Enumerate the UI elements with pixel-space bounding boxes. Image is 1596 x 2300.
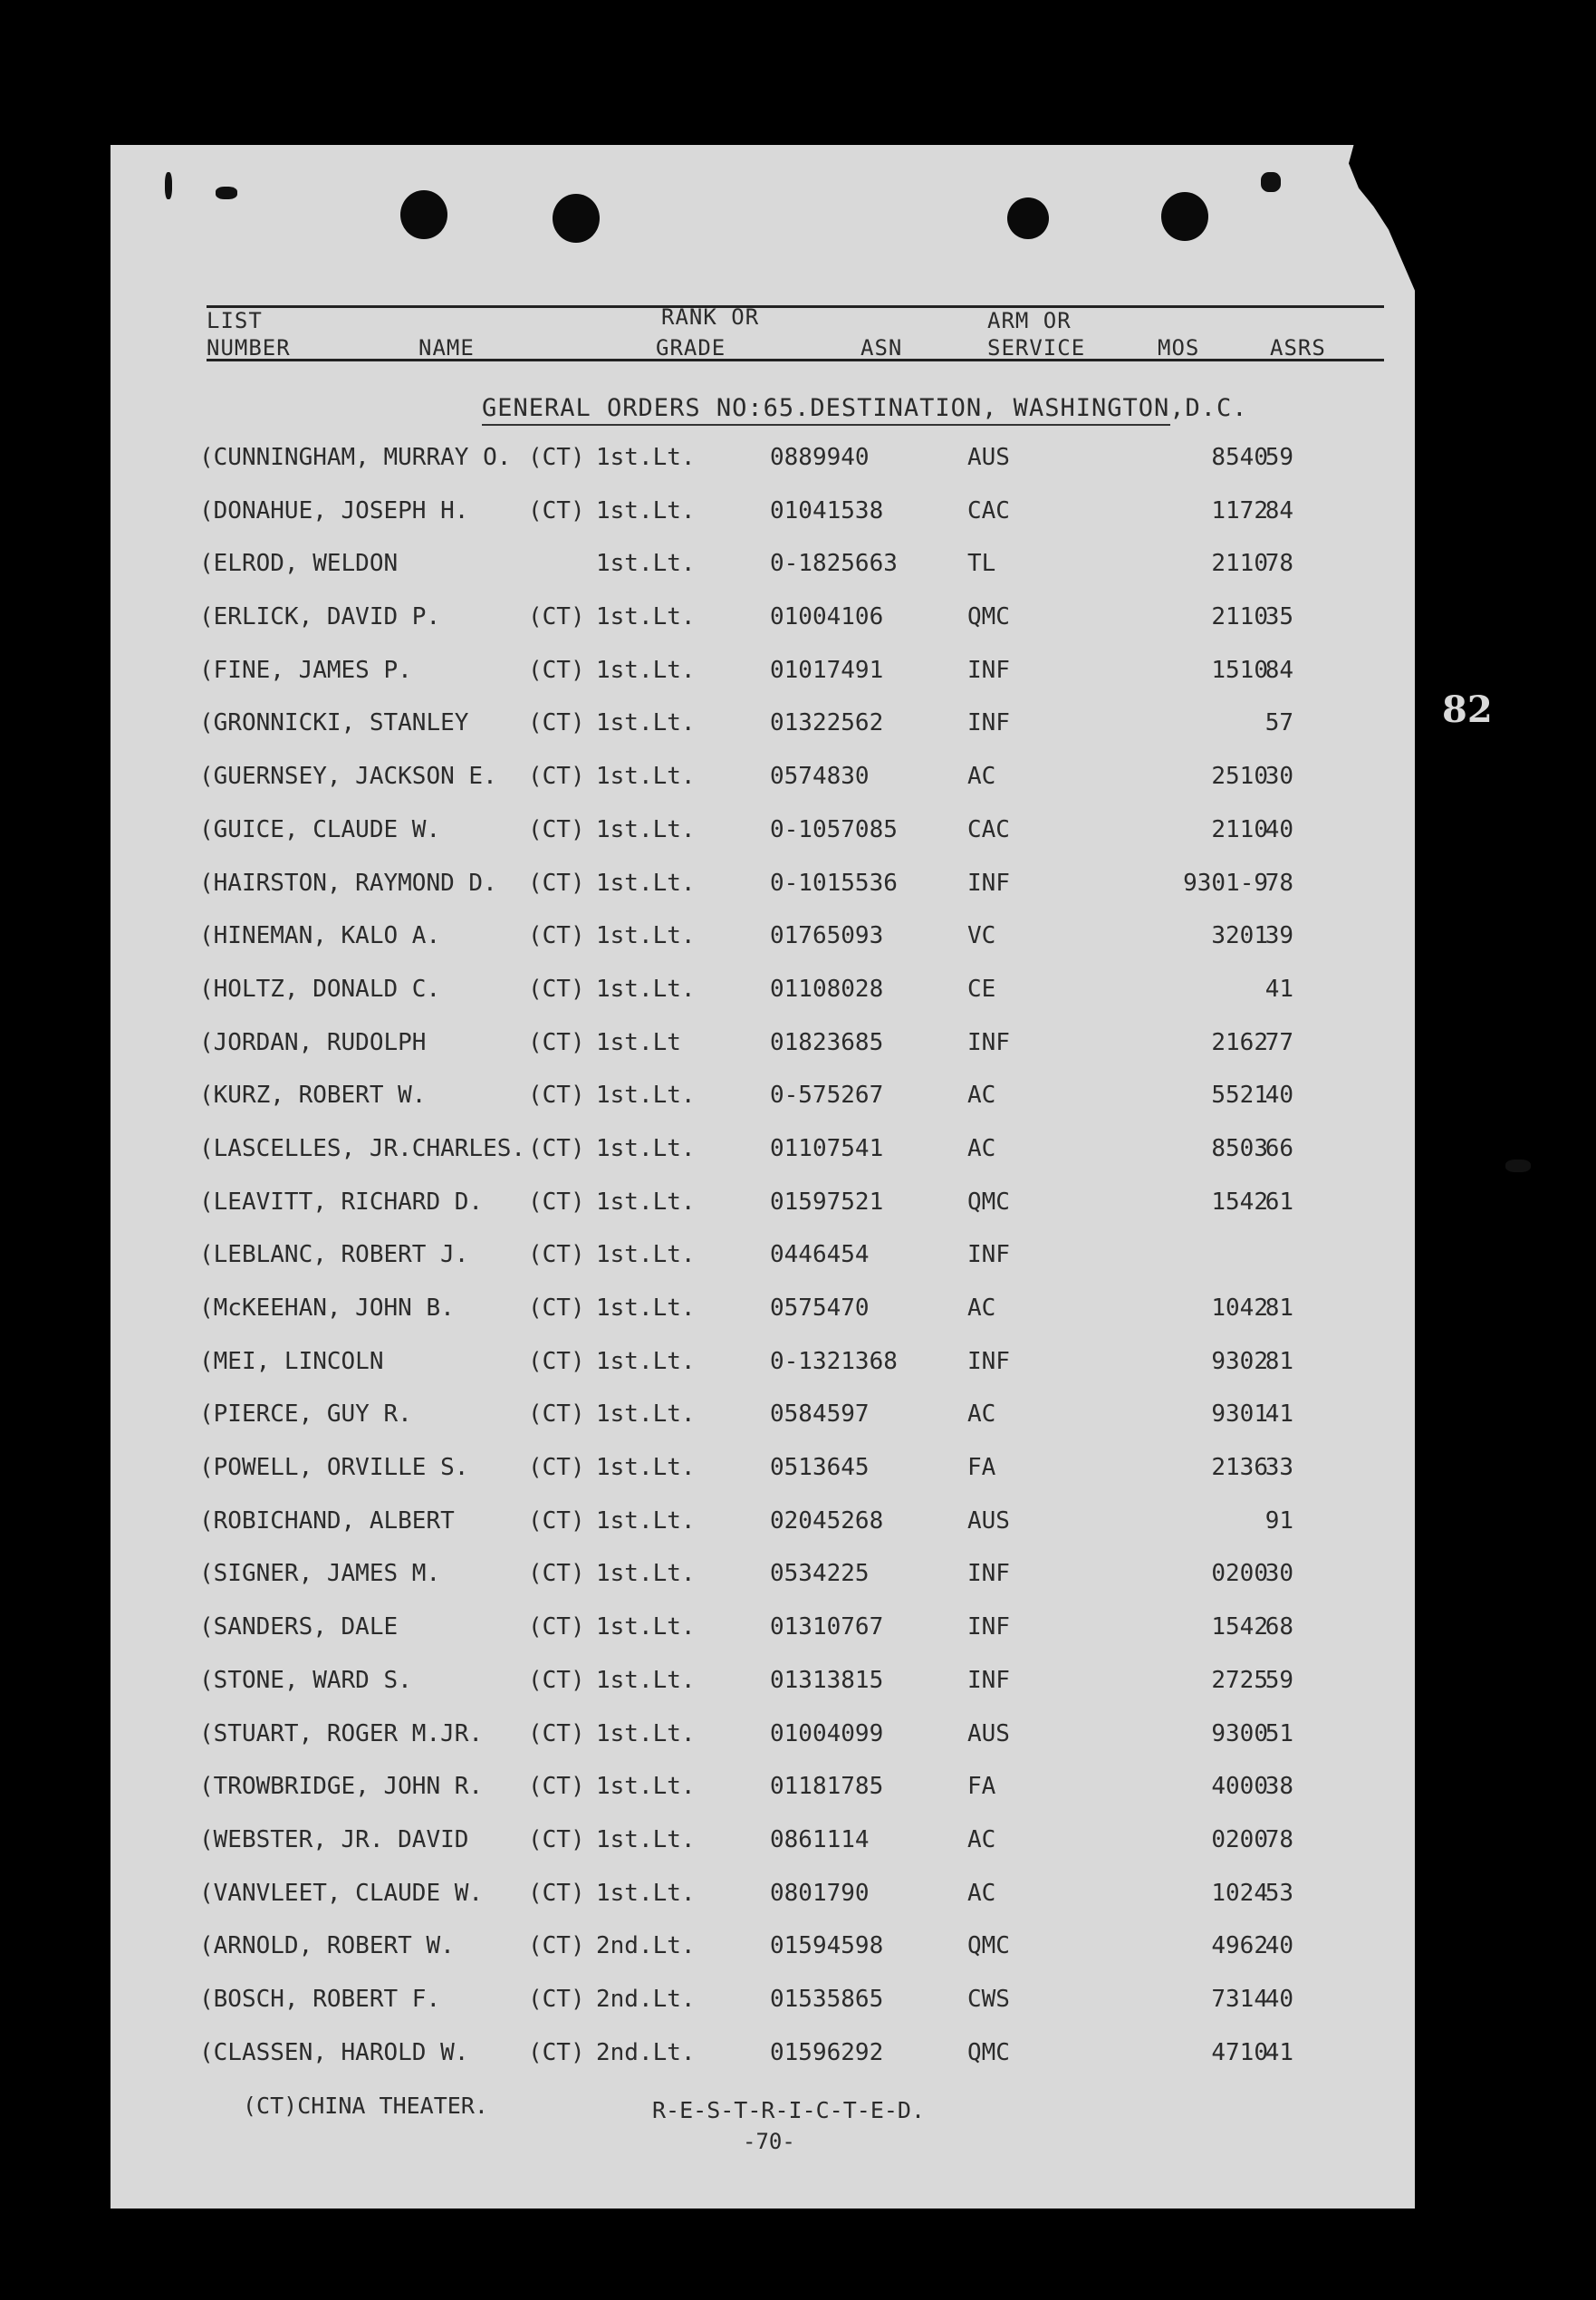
cell-name: (VANVLEET, CLAUDE W. bbox=[199, 1879, 484, 1907]
cell-arm: AC bbox=[967, 1825, 996, 1853]
cell-asn: 0-1057085 bbox=[770, 815, 898, 843]
cell-arm: QMC bbox=[967, 1932, 1010, 1960]
cell-rank: 1st.Lt. bbox=[596, 1666, 696, 1694]
cell-asrs: 66 bbox=[1264, 1134, 1293, 1162]
cell-name: (SIGNER, JAMES M. bbox=[199, 1560, 441, 1588]
torn-corner bbox=[1319, 145, 1418, 299]
cell-asn: 01597521 bbox=[770, 1188, 884, 1216]
cell-arm: INF bbox=[967, 656, 1010, 684]
cell-arm: AC bbox=[967, 1879, 996, 1907]
cell-arm: AC bbox=[967, 1134, 996, 1162]
cell-asn: 01004106 bbox=[770, 603, 884, 631]
table-row bbox=[0, 1390, 1596, 1443]
cell-ct: (CT) bbox=[528, 2038, 585, 2066]
cell-arm: VC bbox=[967, 922, 996, 950]
cell-arm: FA bbox=[967, 1773, 996, 1801]
cell-rank: 1st.Lt. bbox=[596, 1613, 696, 1641]
cell-rank: 1st.Lt bbox=[596, 1028, 681, 1056]
punch-hole bbox=[1007, 197, 1049, 239]
cell-asrs: 84 bbox=[1264, 656, 1293, 684]
cell-asrs: 41 bbox=[1264, 2038, 1293, 2066]
cell-asn: 02045268 bbox=[770, 1506, 884, 1535]
cell-asrs: 81 bbox=[1264, 1347, 1293, 1375]
cell-asrs: 40 bbox=[1264, 1932, 1293, 1960]
cell-ct: (CT) bbox=[528, 1400, 585, 1429]
cell-arm: CWS bbox=[967, 1985, 1010, 2013]
page-number: -70- bbox=[743, 2129, 795, 2154]
cell-asrs: 35 bbox=[1264, 603, 1293, 631]
classification-marking: R-E-S-T-R-I-C-T-E-D. bbox=[652, 2097, 926, 2123]
cell-arm: TL bbox=[967, 550, 996, 578]
cell-ct: (CT) bbox=[528, 922, 585, 950]
cell-arm: INF bbox=[967, 1666, 1010, 1694]
cell-rank: 1st.Lt. bbox=[596, 1825, 696, 1853]
table-row bbox=[0, 539, 1596, 592]
cell-name: (DONAHUE, JOSEPH H. bbox=[199, 496, 469, 524]
cell-name: (TROWBRIDGE, JOHN R. bbox=[199, 1773, 484, 1801]
cell-asn: 01041538 bbox=[770, 496, 884, 524]
cell-rank: 1st.Lt. bbox=[596, 763, 696, 791]
cell-rank: 1st.Lt. bbox=[596, 1879, 696, 1907]
punch-hole bbox=[1161, 192, 1208, 241]
cell-rank: 1st.Lt. bbox=[596, 603, 696, 631]
cell-asn: 0513645 bbox=[770, 1454, 870, 1482]
cell-mos: 0200 bbox=[1211, 1825, 1268, 1853]
cell-name: (SANDERS, DALE bbox=[199, 1613, 399, 1641]
cell-ct: (CT) bbox=[528, 1028, 585, 1056]
cell-ct: (CT) bbox=[528, 975, 585, 1003]
cell-asn: 01313815 bbox=[770, 1666, 884, 1694]
footer-legend: (CT)CHINA THEATER. bbox=[243, 2093, 488, 2119]
cell-asn: 0-1825663 bbox=[770, 550, 898, 578]
cell-mos: 1542 bbox=[1211, 1188, 1268, 1216]
cell-asn: 01108028 bbox=[770, 975, 884, 1003]
cell-asrs: 39 bbox=[1264, 922, 1293, 950]
cell-mos: 1024 bbox=[1211, 1879, 1268, 1907]
table-row bbox=[0, 965, 1596, 1018]
cell-asrs: 68 bbox=[1264, 1613, 1293, 1641]
cell-asn: 01765093 bbox=[770, 922, 884, 950]
cell-mos: 2510 bbox=[1211, 763, 1268, 791]
cell-asn: 01596292 bbox=[770, 2038, 884, 2066]
cell-arm: CAC bbox=[967, 496, 1010, 524]
cell-name: (WEBSTER, JR. DAVID bbox=[199, 1825, 469, 1853]
cell-ct: (CT) bbox=[528, 763, 585, 791]
cell-ct: (CT) bbox=[528, 815, 585, 843]
table-row bbox=[0, 433, 1596, 486]
cell-ct: (CT) bbox=[528, 1134, 585, 1162]
table-row bbox=[0, 1815, 1596, 1869]
cell-name: (LEBLANC, ROBERT J. bbox=[199, 1241, 469, 1269]
cell-asrs: 41 bbox=[1264, 1400, 1293, 1429]
cell-mos: 5521 bbox=[1211, 1082, 1268, 1110]
table-row bbox=[0, 1921, 1596, 1975]
cell-mos: 8503 bbox=[1211, 1134, 1268, 1162]
cell-name: (HAIRSTON, RAYMOND D. bbox=[199, 869, 497, 897]
cell-arm: INF bbox=[967, 1241, 1010, 1269]
cell-asrs: 40 bbox=[1264, 1985, 1293, 2013]
cell-asn: 01004099 bbox=[770, 1719, 884, 1747]
cell-name: (POWELL, ORVILLE S. bbox=[199, 1454, 469, 1482]
cell-asn: 01535865 bbox=[770, 1985, 884, 2013]
cell-mos: 1542 bbox=[1211, 1613, 1268, 1641]
header-arm-bottom: SERVICE bbox=[987, 335, 1086, 361]
table-row bbox=[0, 1018, 1596, 1072]
cell-asrs: 40 bbox=[1264, 1082, 1293, 1110]
header-asrs: ASRS bbox=[1270, 335, 1326, 361]
cell-ct: (CT) bbox=[528, 1560, 585, 1588]
cell-asn: 0801790 bbox=[770, 1879, 870, 1907]
header-top-rule bbox=[207, 305, 1384, 308]
table-row bbox=[0, 592, 1596, 646]
cell-ct: (CT) bbox=[528, 1985, 585, 2013]
cell-ct: (CT) bbox=[528, 1294, 585, 1322]
header-mos: MOS bbox=[1158, 335, 1200, 361]
cell-mos: 4962 bbox=[1211, 1932, 1268, 1960]
cell-arm: AC bbox=[967, 1294, 996, 1322]
cell-mos: 2110 bbox=[1211, 603, 1268, 631]
cell-asrs: 41 bbox=[1264, 975, 1293, 1003]
cell-name: (ERLICK, DAVID P. bbox=[199, 603, 441, 631]
cell-mos: 2162 bbox=[1211, 1028, 1268, 1056]
punch-hole bbox=[400, 190, 447, 239]
table-row bbox=[0, 646, 1596, 699]
ink-speck bbox=[1261, 172, 1281, 192]
table-row bbox=[0, 1709, 1596, 1763]
ink-speck bbox=[165, 172, 172, 199]
cell-asn: 0-575267 bbox=[770, 1082, 884, 1110]
table-row bbox=[0, 1496, 1596, 1550]
cell-asrs: 33 bbox=[1264, 1454, 1293, 1482]
cell-rank: 1st.Lt. bbox=[596, 1294, 696, 1322]
table-row bbox=[0, 1656, 1596, 1709]
cell-rank: 1st.Lt. bbox=[596, 1400, 696, 1429]
table-row bbox=[0, 1443, 1596, 1496]
cell-asrs: 59 bbox=[1264, 444, 1293, 471]
table-row bbox=[0, 1869, 1596, 1922]
table-row bbox=[0, 1549, 1596, 1602]
table-row bbox=[0, 2028, 1596, 2082]
header-asn: ASN bbox=[860, 335, 903, 361]
cell-ct: (CT) bbox=[528, 1773, 585, 1801]
cell-rank: 1st.Lt. bbox=[596, 1134, 696, 1162]
cell-name: (LEAVITT, RICHARD D. bbox=[199, 1188, 484, 1216]
cell-mos: 9302 bbox=[1211, 1347, 1268, 1375]
cell-rank: 1st.Lt. bbox=[596, 1347, 696, 1375]
cell-rank: 1st.Lt. bbox=[596, 1454, 696, 1482]
cell-mos: 1510 bbox=[1211, 656, 1268, 684]
cell-mos: 7314 bbox=[1211, 1985, 1268, 2013]
cell-name: (KURZ, ROBERT W. bbox=[199, 1082, 427, 1110]
cell-rank: 2nd.Lt. bbox=[596, 2038, 696, 2066]
cell-name: (PIERCE, GUY R. bbox=[199, 1400, 412, 1429]
cell-arm: INF bbox=[967, 1028, 1010, 1056]
cell-asrs: 30 bbox=[1264, 763, 1293, 791]
cell-rank: 1st.Lt. bbox=[596, 709, 696, 737]
cell-asrs: 57 bbox=[1264, 709, 1293, 737]
cell-rank: 1st.Lt. bbox=[596, 1082, 696, 1110]
cell-ct: (CT) bbox=[528, 1241, 585, 1269]
table-row bbox=[0, 859, 1596, 912]
cell-mos: 2136 bbox=[1211, 1454, 1268, 1482]
title-underline bbox=[482, 424, 1170, 426]
cell-ct: (CT) bbox=[528, 1506, 585, 1535]
cell-mos: 1042 bbox=[1211, 1294, 1268, 1322]
punch-hole bbox=[553, 194, 600, 243]
cell-name: (STONE, WARD S. bbox=[199, 1666, 412, 1694]
cell-name: (HINEMAN, KALO A. bbox=[199, 922, 441, 950]
cell-asrs: 51 bbox=[1264, 1719, 1293, 1747]
cell-mos: 2110 bbox=[1211, 550, 1268, 578]
header-rank-top: RANK OR bbox=[661, 304, 760, 330]
cell-arm: AC bbox=[967, 1082, 996, 1110]
cell-arm: QMC bbox=[967, 2038, 1010, 2066]
cell-name: (CLASSEN, HAROLD W. bbox=[199, 2038, 469, 2066]
cell-rank: 1st.Lt. bbox=[596, 550, 696, 578]
cell-asrs: 40 bbox=[1264, 815, 1293, 843]
table-row bbox=[0, 911, 1596, 965]
cell-asrs: 84 bbox=[1264, 496, 1293, 524]
cell-asrs: 91 bbox=[1264, 1506, 1293, 1535]
cell-mos: 0200 bbox=[1211, 1560, 1268, 1588]
cell-arm: INF bbox=[967, 709, 1010, 737]
cell-ct: (CT) bbox=[528, 869, 585, 897]
cell-mos: 4710 bbox=[1211, 2038, 1268, 2066]
table-row bbox=[0, 805, 1596, 859]
cell-asrs: 38 bbox=[1264, 1773, 1293, 1801]
cell-rank: 1st.Lt. bbox=[596, 922, 696, 950]
cell-ct: (CT) bbox=[528, 603, 585, 631]
cell-asn: 01017491 bbox=[770, 656, 884, 684]
cell-asrs: 78 bbox=[1264, 869, 1293, 897]
cell-arm: CE bbox=[967, 975, 996, 1003]
header-bottom-rule bbox=[207, 359, 1384, 361]
cell-mos: 1172 bbox=[1211, 496, 1268, 524]
cell-rank: 1st.Lt. bbox=[596, 1719, 696, 1747]
header-list-number-top: LIST bbox=[207, 308, 263, 333]
cell-rank: 1st.Lt. bbox=[596, 496, 696, 524]
cell-name: (STUART, ROGER M.JR. bbox=[199, 1719, 484, 1747]
cell-ct: (CT) bbox=[528, 709, 585, 737]
cell-asrs: 81 bbox=[1264, 1294, 1293, 1322]
cell-asrs: 53 bbox=[1264, 1879, 1293, 1907]
cell-asn: 0534225 bbox=[770, 1560, 870, 1588]
table-row bbox=[0, 1602, 1596, 1656]
table-row bbox=[0, 1124, 1596, 1178]
cell-name: (GUERNSEY, JACKSON E. bbox=[199, 763, 497, 791]
table-row bbox=[0, 1337, 1596, 1391]
cell-arm: FA bbox=[967, 1454, 996, 1482]
cell-ct: (CT) bbox=[528, 1188, 585, 1216]
cell-rank: 2nd.Lt. bbox=[596, 1932, 696, 1960]
cell-asn: 0-1015536 bbox=[770, 869, 898, 897]
cell-mos: 2725 bbox=[1211, 1666, 1268, 1694]
cell-ct: (CT) bbox=[528, 1082, 585, 1110]
cell-asn: 0446454 bbox=[770, 1241, 870, 1269]
cell-asrs: 78 bbox=[1264, 550, 1293, 578]
cell-rank: 1st.Lt. bbox=[596, 1188, 696, 1216]
cell-name: (CUNNINGHAM, MURRAY O. bbox=[199, 444, 512, 471]
cell-mos: 8540 bbox=[1211, 444, 1268, 471]
table-row bbox=[0, 698, 1596, 752]
cell-name: (McKEEHAN, JOHN B. bbox=[199, 1294, 455, 1322]
cell-asrs: 77 bbox=[1264, 1028, 1293, 1056]
cell-mos: 3201 bbox=[1211, 922, 1268, 950]
cell-rank: 1st.Lt. bbox=[596, 1560, 696, 1588]
cell-arm: INF bbox=[967, 1347, 1010, 1375]
cell-ct: (CT) bbox=[528, 1666, 585, 1694]
ink-speck bbox=[216, 187, 237, 199]
cell-arm: QMC bbox=[967, 1188, 1010, 1216]
cell-name: (ROBICHAND, ALBERT bbox=[199, 1506, 455, 1535]
cell-asn: 0861114 bbox=[770, 1825, 870, 1853]
cell-asn: 01594598 bbox=[770, 1932, 884, 1960]
cell-ct: (CT) bbox=[528, 1719, 585, 1747]
cell-rank: 1st.Lt. bbox=[596, 1506, 696, 1535]
cell-asrs: 78 bbox=[1264, 1825, 1293, 1853]
cell-arm: AUS bbox=[967, 1719, 1010, 1747]
header-rank-bottom: GRADE bbox=[656, 335, 726, 361]
cell-asn: 01823685 bbox=[770, 1028, 884, 1056]
cell-asrs: 59 bbox=[1264, 1666, 1293, 1694]
cell-mos: 2110 bbox=[1211, 815, 1268, 843]
cell-rank: 1st.Lt. bbox=[596, 1773, 696, 1801]
cell-name: (GUICE, CLAUDE W. bbox=[199, 815, 441, 843]
cell-arm: AC bbox=[967, 763, 996, 791]
cell-rank: 2nd.Lt. bbox=[596, 1985, 696, 2013]
cell-asn: 01310767 bbox=[770, 1613, 884, 1641]
cell-asn: 0584597 bbox=[770, 1400, 870, 1429]
cell-asn: 0575470 bbox=[770, 1294, 870, 1322]
cell-rank: 1st.Lt. bbox=[596, 1241, 696, 1269]
cell-ct: (CT) bbox=[528, 444, 585, 471]
cell-ct: (CT) bbox=[528, 1347, 585, 1375]
cell-asn: 0-1321368 bbox=[770, 1347, 898, 1375]
cell-mos: 9301-9 bbox=[1183, 869, 1268, 897]
cell-asn: 0574830 bbox=[770, 763, 870, 791]
margin-page-number: 82 bbox=[1442, 688, 1493, 731]
table-row bbox=[0, 1284, 1596, 1337]
cell-arm: INF bbox=[967, 1560, 1010, 1588]
roster-table bbox=[0, 433, 1596, 2081]
cell-name: (LASCELLES, JR.CHARLES. bbox=[199, 1134, 526, 1162]
cell-name: (GRONNICKI, STANLEY bbox=[199, 709, 469, 737]
table-row bbox=[0, 486, 1596, 540]
cell-ct: (CT) bbox=[528, 1879, 585, 1907]
cell-asn: 01322562 bbox=[770, 709, 884, 737]
cell-arm: INF bbox=[967, 1613, 1010, 1641]
cell-asrs: 30 bbox=[1264, 1560, 1293, 1588]
cell-mos: 9301 bbox=[1211, 1400, 1268, 1429]
header-list-number-bottom: NUMBER bbox=[207, 335, 291, 361]
cell-asrs: 61 bbox=[1264, 1188, 1293, 1216]
cell-ct: (CT) bbox=[528, 656, 585, 684]
cell-ct: (CT) bbox=[528, 1613, 585, 1641]
table-row bbox=[0, 1975, 1596, 2028]
cell-name: (ARNOLD, ROBERT W. bbox=[199, 1932, 455, 1960]
cell-rank: 1st.Lt. bbox=[596, 656, 696, 684]
cell-mos: 9300 bbox=[1211, 1719, 1268, 1747]
cell-arm: AC bbox=[967, 1400, 996, 1429]
cell-ct: (CT) bbox=[528, 1825, 585, 1853]
table-row bbox=[0, 1178, 1596, 1231]
cell-name: (JORDAN, RUDOLPH bbox=[199, 1028, 427, 1056]
cell-rank: 1st.Lt. bbox=[596, 869, 696, 897]
table-row bbox=[0, 1762, 1596, 1815]
cell-name: (BOSCH, ROBERT F. bbox=[199, 1985, 441, 2013]
cell-arm: AUS bbox=[967, 1506, 1010, 1535]
cell-mos: 4000 bbox=[1211, 1773, 1268, 1801]
orders-title: GENERAL ORDERS NO:65.DESTINATION, WASHINGTON,D.C. bbox=[482, 394, 1248, 422]
cell-asn: 01181785 bbox=[770, 1773, 884, 1801]
cell-asn: 0889940 bbox=[770, 444, 870, 471]
table-row bbox=[0, 1071, 1596, 1124]
table-row bbox=[0, 1230, 1596, 1284]
header-name: NAME bbox=[418, 335, 475, 361]
cell-arm: AUS bbox=[967, 444, 1010, 471]
cell-name: (FINE, JAMES P. bbox=[199, 656, 412, 684]
cell-arm: QMC bbox=[967, 603, 1010, 631]
cell-asn: 01107541 bbox=[770, 1134, 884, 1162]
cell-rank: 1st.Lt. bbox=[596, 444, 696, 471]
cell-arm: CAC bbox=[967, 815, 1010, 843]
cell-name: (MEI, LINCOLN bbox=[199, 1347, 384, 1375]
cell-ct: (CT) bbox=[528, 496, 585, 524]
header-arm-top: ARM OR bbox=[987, 308, 1072, 333]
cell-rank: 1st.Lt. bbox=[596, 815, 696, 843]
cell-name: (HOLTZ, DONALD C. bbox=[199, 975, 441, 1003]
cell-ct: (CT) bbox=[528, 1932, 585, 1960]
cell-ct: (CT) bbox=[528, 1454, 585, 1482]
table-row bbox=[0, 752, 1596, 805]
cell-rank: 1st.Lt. bbox=[596, 975, 696, 1003]
cell-name: (ELROD, WELDON bbox=[199, 550, 399, 578]
cell-arm: INF bbox=[967, 869, 1010, 897]
